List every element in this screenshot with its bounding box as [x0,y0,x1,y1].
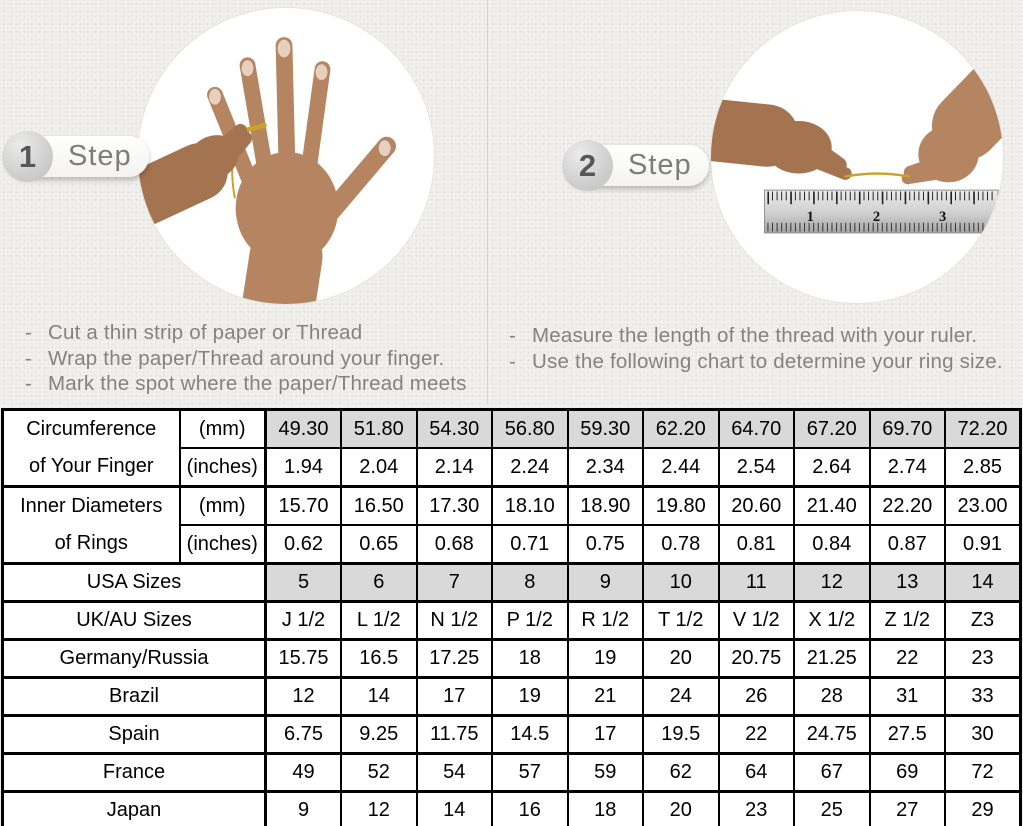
table-cell: 1.94 [266,448,342,487]
table-cell: 2.14 [417,448,493,487]
table-cell: 16 [492,792,568,826]
instruction-text: Wrap the paper/Thread around your finger. [48,346,445,370]
bullet-dash: - [25,321,33,344]
table-cell: 17.25 [417,640,493,678]
table-cell: 72.20 [945,410,1021,449]
instructions-section [0,0,1023,408]
table-cell: 69.70 [870,410,946,449]
row-label-uk-au: UK/AU Sizes [3,602,266,640]
table-cell: 49.30 [266,410,342,449]
table-cell: 18.90 [568,487,644,526]
table-cell: 59.30 [568,410,644,449]
table-cell: 12 [794,564,870,602]
section-divider [487,0,488,404]
table-cell: 17 [417,678,493,716]
table-cell: 0.91 [945,525,1021,564]
row-label-circumference [3,410,180,487]
instruction-text: Cut a thin strip of paper or Thread [48,321,363,344]
table-cell: X 1/2 [794,602,870,640]
step2-instructions [509,323,1003,375]
table-cell: 64.70 [719,410,795,449]
table-cell: 64 [719,754,795,792]
instruction-text: Use the following chart to determine your ring size. [532,350,1003,373]
ruler-number-3: 3 [939,209,947,226]
table-cell: 2.04 [341,448,417,487]
table-cell: 0.65 [341,525,417,564]
table-cell: 5 [266,564,342,602]
table-cell: 22.20 [870,487,946,526]
table-cell: 23 [719,792,795,826]
instruction-line [25,346,467,372]
table-cell: 19 [568,640,644,678]
table-cell: 2.54 [719,448,795,487]
step2-badge [562,140,714,192]
table-cell: 54.30 [417,410,493,449]
table-cell: 2.64 [794,448,870,487]
instruction-line [25,320,467,346]
table-cell: T 1/2 [643,602,719,640]
table-cell: 25 [794,792,870,826]
step1-number-circle [2,131,53,182]
table-cell: 20 [643,792,719,826]
step2-number-circle [562,140,613,191]
table-cell: 10 [643,564,719,602]
bullet-dash: - [25,346,33,370]
ruler-number-2: 2 [872,209,881,226]
step1-instructions [25,320,467,397]
table-cell: Z3 [945,602,1021,640]
instruction-line [25,371,467,397]
table-cell: 12 [266,678,342,716]
table-cell: 62.20 [643,410,719,449]
table-cell: 20 [643,640,719,678]
table-cell: 26 [719,678,795,716]
table-cell: 22 [719,716,795,754]
table-cell: 67 [794,754,870,792]
table-cell: 20.60 [719,487,795,526]
table-cell: V 1/2 [719,602,795,640]
row-label-line: of Your Finger [28,455,154,477]
table-cell: 24.75 [794,716,870,754]
table-cell: 11 [719,564,795,602]
table-cell: 0.68 [417,525,493,564]
ring-size-table [1,408,1022,826]
table-cell: 15.75 [266,640,342,678]
table-cell: R 1/2 [568,602,644,640]
table-cell: 52 [341,754,417,792]
table-cell: 30 [945,716,1021,754]
table-cell: 18 [568,792,644,826]
table-cell: 9 [266,792,342,826]
table-cell: 0.87 [870,525,946,564]
table-cell: 59 [568,754,644,792]
unit-cell: (mm) [180,410,266,449]
table-cell: 18.10 [492,487,568,526]
table-cell: 9 [568,564,644,602]
step1-badge [2,131,154,183]
table-cell: 17.30 [417,487,493,526]
table-cell: 0.62 [266,525,342,564]
step1-number: 1 [18,138,37,174]
table-cell: 56.80 [492,410,568,449]
table-cell: 67.20 [794,410,870,449]
table-cell: 2.85 [945,448,1021,487]
table-cell: 57 [492,754,568,792]
table-cell: J 1/2 [266,602,342,640]
row-label-inner-diameter [3,487,180,564]
row-label-germany-russia: Germany/Russia [3,640,266,678]
ruler-measuring-illustration [711,11,1003,303]
table-cell: 9.25 [341,716,417,754]
table-cell: 0.71 [492,525,568,564]
table-cell: 0.75 [568,525,644,564]
table-cell: 21.40 [794,487,870,526]
instruction-text: Measure the length of the thread with your ruler. [532,324,978,347]
table-cell: 7 [417,564,493,602]
table-cell: 72 [945,754,1021,792]
instruction-line [509,349,1003,375]
table-cell: 15.70 [266,487,342,526]
table-cell: 18 [492,640,568,678]
bullet-dash: - [509,350,517,373]
step1-photo [138,8,434,304]
table-cell: 19.5 [643,716,719,754]
table-cell: 14 [341,678,417,716]
table-cell: 24 [643,678,719,716]
row-label-line: Inner Diameters [20,495,163,517]
table-cell: 2.24 [492,448,568,487]
unit-cell: (inches) [180,525,266,564]
table-cell: 0.84 [794,525,870,564]
table-cell: 21.25 [794,640,870,678]
table-cell: 2.34 [568,448,644,487]
table-cell: 23 [945,640,1021,678]
unit-cell: (mm) [180,487,266,526]
table-cell: 21 [568,678,644,716]
ruler-number-1: 1 [806,209,814,226]
table-cell: 33 [945,678,1021,716]
hand-with-thread-illustration [138,8,434,304]
table-cell: 20.75 [719,640,795,678]
step1-label: Step [68,140,132,172]
table-cell: 62 [643,754,719,792]
table-cell: 8 [492,564,568,602]
table-cell: N 1/2 [417,602,493,640]
table-cell: 0.78 [643,525,719,564]
table-cell: 14 [945,564,1021,602]
table-cell: 12 [341,792,417,826]
table-cell: 54 [417,754,493,792]
table-cell: 27.5 [870,716,946,754]
table-cell: 14.5 [492,716,568,754]
table-cell: 17 [568,716,644,754]
table-cell: 2.74 [870,448,946,487]
table-cell: 11.75 [417,716,493,754]
table-cell: 0.81 [719,525,795,564]
step2-label: Step [628,149,692,181]
table-cell: 49 [266,754,342,792]
table-cell: 16.50 [341,487,417,526]
table-cell: 16.5 [341,640,417,678]
table-cell: 51.80 [341,410,417,449]
table-cell: 22 [870,640,946,678]
step2-number: 2 [578,147,597,183]
row-label-france: France [3,754,266,792]
row-label-line: of Rings [54,532,128,554]
bullet-dash: - [25,372,33,395]
table-cell: 19.80 [643,487,719,526]
table-cell: 19 [492,678,568,716]
table-cell: L 1/2 [341,602,417,640]
table-cell: 69 [870,754,946,792]
table-cell: P 1/2 [492,602,568,640]
table-cell: 31 [870,678,946,716]
table-cell: 14 [417,792,493,826]
table-cell: 27 [870,792,946,826]
instruction-text: Mark the spot where the paper/Thread meets [48,372,467,395]
table-cell: 28 [794,678,870,716]
row-label-japan: Japan [3,792,266,826]
step2-photo [711,11,1003,303]
table-cell: 6.75 [266,716,342,754]
instruction-line [509,323,1003,349]
table-cell: 6 [341,564,417,602]
unit-cell: (inches) [180,448,266,487]
table-cell: Z 1/2 [870,602,946,640]
row-label-brazil: Brazil [3,678,266,716]
row-label-spain: Spain [3,716,266,754]
row-label-usa: USA Sizes [3,564,266,602]
row-label-line: Circumference [26,418,157,440]
table-cell: 29 [945,792,1021,826]
table-cell: 13 [870,564,946,602]
bullet-dash: - [509,324,517,347]
table-cell: 2.44 [643,448,719,487]
table-cell: 23.00 [945,487,1021,526]
